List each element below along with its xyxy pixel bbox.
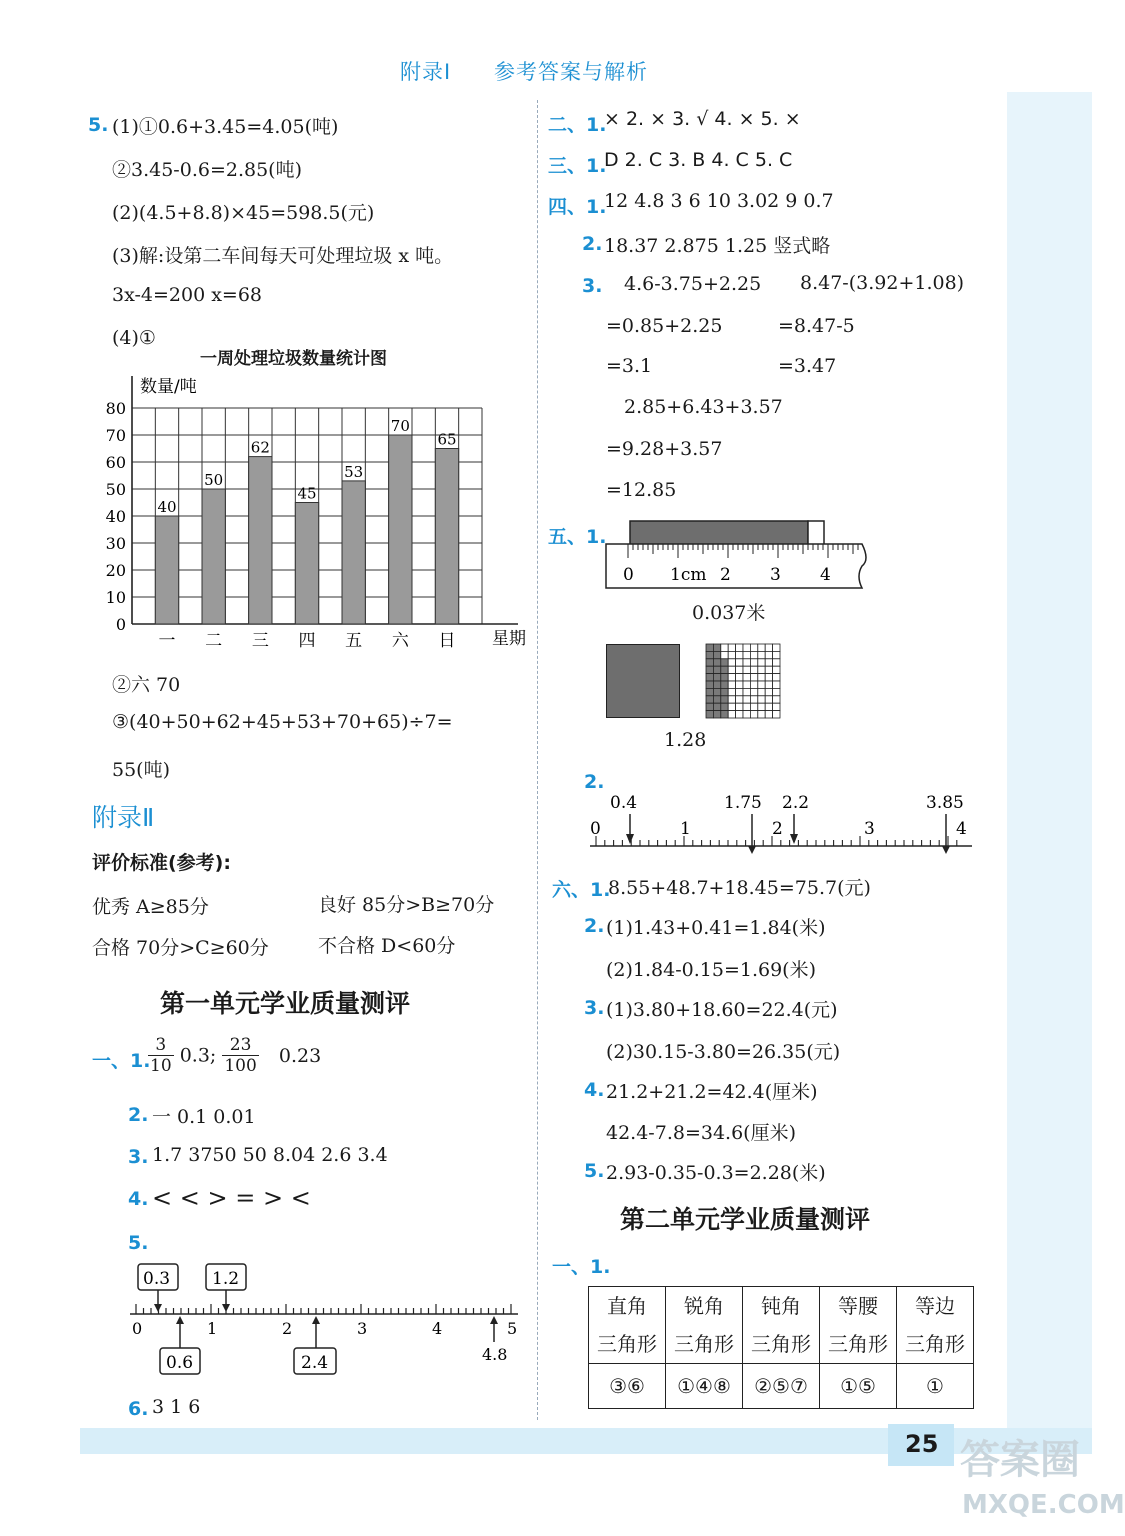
bar-value-label: 53 [344, 462, 364, 481]
grid-square [705, 643, 781, 719]
s4-2-number: 2. [582, 233, 603, 255]
nl2-top-1.75: 1.75 [724, 793, 762, 813]
watermark: 答案圈 [960, 1437, 1080, 1483]
s5-2-number: 2. [584, 771, 605, 793]
unit1-q5-number: 5. [128, 1232, 149, 1254]
bar-三 [249, 457, 272, 624]
unit1-title: 第一单元学业质量测评 [160, 989, 411, 1018]
bar-四 [295, 503, 318, 625]
criteria-pass: 合格 70分>C≥60分 [92, 937, 269, 959]
ruler-label-0: 0 [623, 565, 634, 585]
q5-part2: (2)(4.5+8.8)×45=598.5(元) [112, 202, 375, 224]
unit1-q3-number: 3. [128, 1146, 149, 1168]
nl2-tick-0: 0 [590, 819, 601, 839]
ruler-label-3: 3 [770, 565, 781, 585]
s2-answers: × 2. × 3. √ 4. × 5. × [604, 108, 801, 130]
q5-part4: (4)① [112, 327, 156, 349]
s6-4-number: 4. [584, 1079, 605, 1101]
unit1-number-line [126, 1262, 526, 1378]
table-cell: ① [897, 1364, 974, 1409]
s6-4b-answer: 42.4-7.8=34.6(厘米) [606, 1122, 796, 1144]
table-cell: ③⑥ [589, 1364, 666, 1409]
y-tick-label: 0 [115, 615, 126, 634]
unit1-q4-answer: < < > = > < [152, 1184, 311, 1212]
unit1-q3-answer: 1.7 3750 50 8.04 2.6 3.4 [152, 1144, 388, 1166]
fraction-3-10: $\frac{3}{10}$ [150, 1035, 172, 1076]
y-tick-label: 20 [105, 561, 126, 580]
header-appendix: 附录Ⅰ [400, 60, 452, 84]
shaded-square [606, 644, 680, 718]
ruler-label-1cm: 1cm [670, 565, 707, 585]
bar-value-label: 65 [437, 430, 457, 449]
nl2-top-3.85: 3.85 [926, 793, 964, 813]
unit1-q6-number: 6. [128, 1398, 149, 1420]
bar-日 [435, 449, 458, 625]
table-row [589, 1364, 974, 1409]
table-cell: 直角 三角形 [589, 1287, 666, 1364]
unit2-title: 第二单元学业质量测评 [620, 1205, 871, 1234]
nl1-tick-label: 0 [132, 1319, 143, 1338]
q5-part4c: ③(40+50+62+45+53+70+65)÷7= [112, 711, 453, 733]
q5-number: 5. [88, 114, 109, 136]
ruler-label-2: 2 [720, 565, 731, 585]
nl1-plain-4.8: 4.8 [482, 1345, 508, 1364]
q5-part1b: ②3.45-0.6=2.85(吨) [112, 159, 302, 181]
nl2-tick-3: 3 [864, 819, 875, 839]
calc-b3: =3.47 [778, 355, 837, 377]
nl2-top-2.2: 2.2 [782, 793, 810, 813]
s4-answers: 12 4.8 3 6 10 3.02 9 0.7 [604, 190, 834, 212]
ruler-label-4: 4 [820, 565, 831, 585]
side-band [1007, 92, 1092, 1432]
nl1-box-2.4: 2.4 [301, 1353, 329, 1373]
y-tick-label: 30 [105, 534, 126, 553]
unit1-q1-answer: $\frac{3}{10}$ 0.3; $\frac{23}{100}$ 0.23 [150, 1035, 322, 1076]
s6-2b-answer: (2)1.84-0.15=1.69(米) [606, 959, 816, 981]
bar-二 [202, 489, 225, 624]
criteria-excellent: 优秀 A≥85分 [92, 896, 209, 918]
unit1-q4-number: 4. [128, 1188, 149, 1210]
nl1-tick-label: 2 [282, 1319, 293, 1338]
bar-value-label: 62 [250, 438, 270, 457]
nl1-tick-label: 4 [432, 1319, 443, 1338]
bar-value-label: 40 [157, 498, 177, 516]
appendix2-title: 附录Ⅱ [92, 803, 155, 832]
x-tick-label: 日 [438, 631, 456, 651]
unit1-q2-number: 2. [128, 1104, 149, 1126]
y-tick-label: 10 [105, 588, 126, 607]
table-row [589, 1287, 974, 1364]
bar-一 [155, 516, 178, 624]
bar-value-label: 45 [297, 484, 317, 503]
nl1-tick-label: 3 [357, 1319, 368, 1338]
s6-number: 六、1. [552, 879, 611, 901]
calc-c2: =9.28+3.57 [606, 438, 723, 460]
s6-3-number: 3. [584, 997, 605, 1019]
s6-5-answer: 2.93-0.35-0.3=2.28(米) [606, 1162, 826, 1184]
s6-3b-answer: (2)30.15-3.80=26.35(元) [606, 1041, 841, 1063]
y-tick-label: 40 [105, 507, 126, 526]
table-cell: ①④⑧ [666, 1364, 743, 1409]
q5-part4b: ②六 70 [112, 674, 181, 696]
y-tick-label: 60 [105, 453, 126, 472]
ruler-figure [600, 518, 870, 594]
y-tick-label: 70 [105, 426, 126, 445]
nl1-box-0.3: 0.3 [143, 1269, 171, 1289]
bar-value-label: 50 [204, 471, 224, 489]
q5-part1a: (1)①0.6+3.45=4.05(吨) [112, 116, 339, 138]
calc-c3: =12.85 [606, 479, 677, 501]
calc-b2: =8.47-5 [778, 315, 855, 337]
criteria-title: 评价标准(参考): [92, 852, 231, 874]
s6-1-answer: 8.55+48.7+18.45=75.7(元) [608, 877, 871, 899]
nl2-tick-2: 2 [772, 819, 783, 839]
chart-title: 一周处理垃圾数量统计图 [200, 349, 387, 369]
grid-answer: 1.28 [664, 729, 707, 751]
y-tick-label: 80 [105, 399, 126, 418]
s6-5-number: 5. [584, 1160, 605, 1182]
nl1-box-0.6: 0.6 [166, 1353, 194, 1373]
bar-value-label: 70 [390, 417, 410, 435]
watermark-site: MXQE.COM [962, 1490, 1125, 1520]
nl2-tick-1: 1 [680, 819, 691, 839]
nl1-box-1.2: 1.2 [212, 1269, 240, 1289]
q5-part4d: 55(吨) [112, 759, 171, 781]
y-axis-label: 数量/吨 [140, 377, 197, 397]
table-cell: ②⑤⑦ [743, 1364, 820, 1409]
column-divider [537, 100, 538, 1420]
nl1-tick-label: 1 [207, 1319, 218, 1338]
nl1-tick-label: 5 [507, 1319, 518, 1338]
table-cell: 锐角 三角形 [666, 1287, 743, 1364]
fraction-23-100: $\frac{23}{100}$ [224, 1035, 257, 1076]
q5-part3: (3)解:设第二车间每天可处理垃圾 x 吨。 [112, 245, 454, 267]
table-cell: ①⑤ [820, 1364, 897, 1409]
criteria-fail: 不合格 D<60分 [318, 935, 456, 957]
q5-part3-eq: 3x-4=200 x=68 [112, 284, 263, 306]
bar-五 [342, 481, 365, 624]
number-line-2 [584, 788, 976, 858]
bar-六 [389, 435, 412, 624]
x-tick-label: 六 [391, 631, 409, 651]
nl2-top-0.4: 0.4 [610, 793, 638, 813]
triangle-table [588, 1286, 974, 1409]
calc-a3: =3.1 [606, 355, 653, 377]
x-tick-label: 一 [158, 631, 176, 651]
x-axis-label: 星期 [492, 629, 526, 649]
s6-3a-answer: (1)3.80+18.60=22.4(元) [606, 999, 838, 1021]
x-tick-label: 二 [205, 631, 223, 651]
criteria-good: 良好 85分>B≥70分 [318, 894, 495, 916]
x-tick-label: 五 [345, 631, 363, 651]
calc-c1: 2.85+6.43+3.57 [624, 396, 783, 418]
header-title: 参考答案与解析 [494, 60, 648, 84]
s6-2-number: 2. [584, 915, 605, 937]
s6-4a-answer: 21.2+21.2=42.4(厘米) [606, 1081, 818, 1103]
page-number: 25 [905, 1430, 939, 1458]
s5-number: 五、1. [548, 526, 607, 548]
s4-number: 四、1. [548, 196, 607, 218]
s6-2a-answer: (1)1.43+0.41=1.84(米) [606, 917, 826, 939]
x-tick-label: 三 [251, 631, 269, 651]
unit1-q6-answer: 3 1 6 [152, 1396, 201, 1418]
s4-3-number: 3. [582, 275, 603, 297]
table-cell: 等边 三角形 [897, 1287, 974, 1364]
calc-a2: =0.85+2.25 [606, 315, 723, 337]
bar-chart [100, 368, 530, 653]
s3-answers: D 2. C 3. B 4. C 5. C [604, 149, 793, 171]
table-cell: 等腰 三角形 [820, 1287, 897, 1364]
y-tick-label: 50 [105, 480, 126, 499]
calc-b1: 8.47-(3.92+1.08) [800, 272, 965, 294]
unit2-q1-number: 一、1. [552, 1256, 611, 1278]
x-tick-label: 四 [298, 631, 316, 651]
s3-number: 三、1. [548, 155, 607, 177]
ruler-answer: 0.037米 [692, 602, 766, 624]
unit1-q1-number: 一、1. [92, 1050, 151, 1072]
table-cell: 钝角 三角形 [743, 1287, 820, 1364]
unit1-q2-answer: 一 0.1 0.01 [152, 1106, 256, 1128]
s2-number: 二、1. [548, 114, 607, 136]
calc-a1: 4.6-3.75+2.25 [624, 273, 762, 295]
nl2-tick-4: 4 [956, 819, 967, 839]
s4-2-answers: 18.37 2.875 1.25 竖式略 [604, 235, 831, 257]
